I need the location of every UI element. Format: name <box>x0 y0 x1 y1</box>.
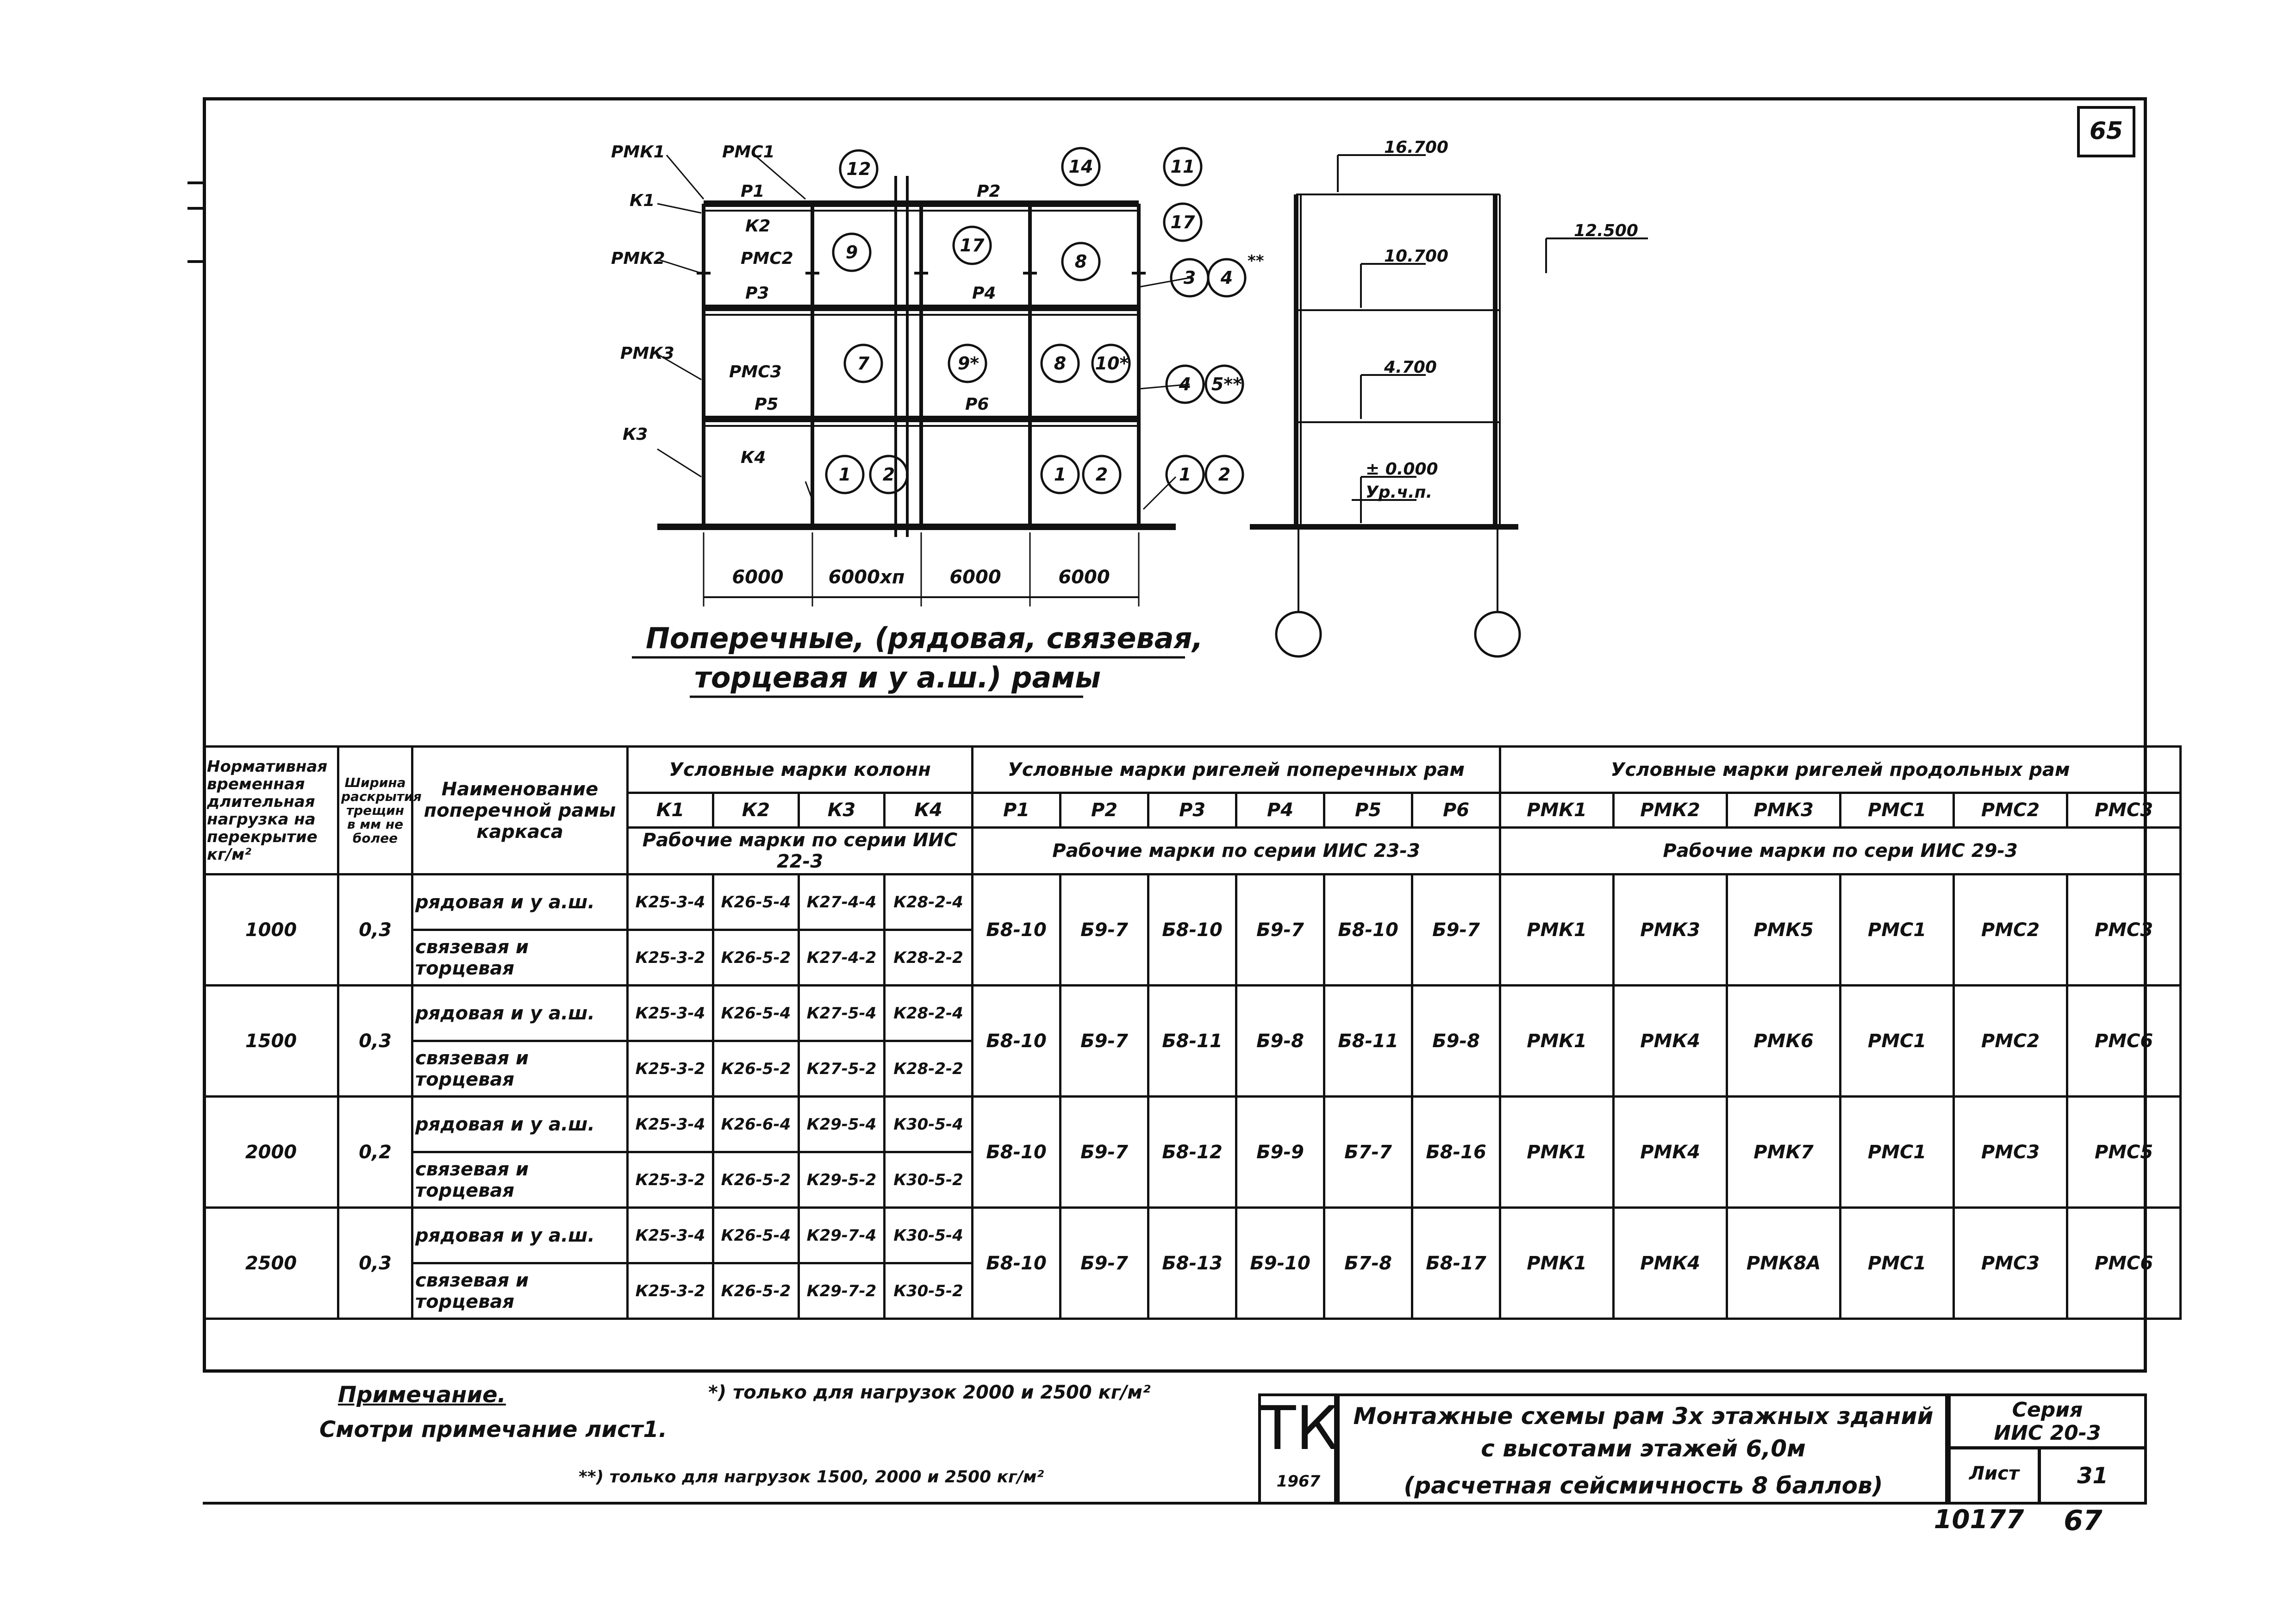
column-mark: К28-2-2 <box>885 1041 973 1097</box>
long-girder-mark: РМК1 <box>1500 1097 1614 1208</box>
label-rmk1: РМК1 <box>611 143 665 162</box>
cross-girder-mark: Б8-10 <box>1324 874 1412 986</box>
table-row <box>204 1208 2181 1263</box>
span-4: 6000 <box>1058 567 1110 588</box>
label-r6: Р6 <box>965 395 989 414</box>
circle-label: 17 <box>1170 212 1195 232</box>
load-value: 2500 <box>204 1208 338 1319</box>
label-rmk2: РМК2 <box>611 249 665 268</box>
cross-girder-mark: Б8-11 <box>1148 986 1236 1097</box>
frame-caption-2: торцевая и у а.ш.) рамы <box>694 661 1101 694</box>
label-r1: Р1 <box>741 182 765 201</box>
circle-label: 17 <box>960 235 985 256</box>
head-name: Наименование поперечной рамы каркаса <box>412 747 628 874</box>
work-cols: Рабочие марки по серии ИИС 22-3 <box>628 828 973 874</box>
column-mark: К30-5-2 <box>885 1152 973 1208</box>
circle-label: 5** <box>1211 374 1242 394</box>
column-mark: К30-5-4 <box>885 1208 973 1263</box>
circle-label: 8 <box>1074 251 1087 272</box>
long-mark-rmk3: РМК3 <box>1727 793 1841 828</box>
long-girder-mark: РМС6 <box>2067 986 2181 1097</box>
label-rmk3: РМК3 <box>620 344 674 363</box>
crack-value: 0,2 <box>338 1097 412 1208</box>
frame-type: рядовая и у а.ш. <box>412 986 628 1041</box>
frame-type: связевая и торцевая <box>412 1263 628 1319</box>
cross-girder-mark: Б8-13 <box>1148 1208 1236 1319</box>
work-cross: Рабочие марки по серии ИИС 23-3 <box>973 828 1500 874</box>
notes-star1: *) только для нагрузок 2000 и 2500 кг/м² <box>708 1382 1151 1403</box>
long-girder-mark: РМК1 <box>1500 986 1614 1097</box>
circle-label: 8 <box>1054 353 1067 374</box>
crack-value: 0,3 <box>338 874 412 986</box>
column-mark: К25-3-4 <box>628 986 713 1041</box>
circle-label: 1 <box>1054 464 1067 485</box>
cross-girder-mark: Б8-11 <box>1324 986 1412 1097</box>
cross-mark-r5: Р5 <box>1324 793 1412 828</box>
span-2: 6000хп <box>828 567 905 588</box>
column-mark: К29-7-2 <box>799 1263 885 1319</box>
col-mark-k3: К3 <box>799 793 885 828</box>
column-mark: К27-4-4 <box>799 874 885 930</box>
column-mark: К25-3-4 <box>628 1097 713 1152</box>
title-line1: Монтажные схемы рам 3х этажных зданий <box>1353 1403 1934 1430</box>
page-number: 67 <box>2064 1505 2103 1537</box>
circle-label: 4 <box>1179 374 1192 394</box>
column-mark: К27-5-2 <box>799 1041 885 1097</box>
cross-girder-mark: Б9-7 <box>1061 986 1148 1097</box>
tk-logo: ТК <box>1259 1393 1339 1463</box>
label-rms3: РМС3 <box>729 362 782 381</box>
star-mark: ** <box>1248 252 1264 270</box>
doc-number: 10177 <box>1934 1505 2024 1535</box>
circle-label: 1 <box>1179 464 1192 485</box>
long-girder-mark: РМС3 <box>2067 874 2181 986</box>
table-row <box>204 1097 2181 1152</box>
circle-label: 9* <box>957 353 980 374</box>
cross-girder-mark: Б8-10 <box>973 986 1061 1097</box>
load-value: 2000 <box>204 1097 338 1208</box>
long-girder-mark: РМС3 <box>1954 1208 2067 1319</box>
long-girder-mark: РМК5 <box>1727 874 1841 986</box>
long-girder-mark: РМК1 <box>1500 874 1614 986</box>
label-rms2: РМС2 <box>741 249 793 268</box>
frame-caption-1: Поперечные, (рядовая, связевая, <box>646 621 1203 655</box>
circle-label: 2 <box>1095 464 1108 485</box>
long-girder-mark: РМК8А <box>1727 1208 1841 1319</box>
load-value: 1000 <box>204 874 338 986</box>
circle-label: 2 <box>1218 464 1231 485</box>
frame-elevation <box>632 148 1245 697</box>
cross-mark-r1: Р1 <box>973 793 1061 828</box>
cross-girder-mark: Б9-7 <box>1061 874 1148 986</box>
column-mark: К28-2-4 <box>885 986 973 1041</box>
long-girder-mark: РМС1 <box>1841 874 1954 986</box>
label-k1: К1 <box>630 191 655 210</box>
title-year: 1967 <box>1276 1472 1321 1491</box>
long-girder-mark: РМК3 <box>1614 874 1727 986</box>
column-mark: К29-5-2 <box>799 1152 885 1208</box>
column-mark: К26-6-4 <box>713 1097 799 1152</box>
cross-girder-mark: Б9-7 <box>1061 1097 1148 1208</box>
circle-label: 10* <box>1095 353 1129 374</box>
crack-value: 0,3 <box>338 1208 412 1319</box>
col-mark-k2: К2 <box>713 793 799 828</box>
level-4700: 4.700 <box>1384 358 1437 377</box>
column-mark: К27-4-2 <box>799 930 885 986</box>
cross-girder-mark: Б9-7 <box>1236 874 1324 986</box>
cross-girder-mark: Б9-7 <box>1061 1208 1148 1319</box>
cross-girder-mark: Б8-10 <box>973 1208 1061 1319</box>
cross-girder-mark: Б8-17 <box>1412 1208 1500 1319</box>
cross-girder-mark: Б9-10 <box>1236 1208 1324 1319</box>
column-mark: К26-5-2 <box>713 930 799 986</box>
long-girder-mark: РМС1 <box>1841 1208 1954 1319</box>
circle-label: 2 <box>882 464 895 485</box>
level-10700: 10.700 <box>1384 247 1448 266</box>
level-12500: 12.500 <box>1574 221 1638 240</box>
column-mark: К25-3-4 <box>628 1208 713 1263</box>
cross-girder-mark: Б8-10 <box>1148 874 1236 986</box>
label-k2: К2 <box>745 217 771 236</box>
column-mark: К27-5-4 <box>799 986 885 1041</box>
long-mark-rms3: РМС3 <box>2067 793 2181 828</box>
col-mark-k1: К1 <box>628 793 713 828</box>
label-r2: Р2 <box>977 182 1001 201</box>
long-girder-mark: РМК1 <box>1500 1208 1614 1319</box>
title-line3: (расчетная сейсмичность 8 баллов) <box>1404 1472 1883 1499</box>
sheet-tag: 65 <box>2089 117 2123 145</box>
column-mark: К30-5-2 <box>885 1263 973 1319</box>
spec-table <box>203 745 2182 1320</box>
frame-type: связевая и торцевая <box>412 1152 628 1208</box>
cross-girder-mark: Б8-10 <box>973 874 1061 986</box>
cross-mark-r6: Р6 <box>1412 793 1500 828</box>
title-line2: с высотами этажей 6,0м <box>1481 1435 1806 1462</box>
label-r3: Р3 <box>745 284 769 303</box>
long-girder-mark: РМК4 <box>1614 986 1727 1097</box>
crack-value: 0,3 <box>338 986 412 1097</box>
cross-girder-mark: Б9-9 <box>1236 1097 1324 1208</box>
span-3: 6000 <box>949 567 1001 588</box>
cross-girder-mark: Б8-10 <box>973 1097 1061 1208</box>
circle-label: 11 <box>1170 156 1195 177</box>
notes-title: Примечание. <box>338 1382 506 1408</box>
column-mark: К26-5-2 <box>713 1152 799 1208</box>
long-girder-mark: РМС5 <box>2067 1097 2181 1208</box>
table-row <box>204 986 2181 1041</box>
long-girder-mark: РМК6 <box>1727 986 1841 1097</box>
column-mark: К29-5-4 <box>799 1097 885 1152</box>
frame-type: рядовая и у а.ш. <box>412 874 628 930</box>
cross-mark-r4: Р4 <box>1236 793 1324 828</box>
load-value: 1500 <box>204 986 338 1097</box>
column-mark: К25-3-4 <box>628 874 713 930</box>
sheet-label: Лист <box>1969 1463 2020 1484</box>
column-mark: К26-5-2 <box>713 1041 799 1097</box>
sheet-number: 31 <box>2077 1463 2108 1489</box>
head-girders-long: Условные марки ригелей продольных рам <box>1500 747 2181 793</box>
label-r5: Р5 <box>755 395 779 414</box>
cross-girder-mark: Б9-7 <box>1412 874 1500 986</box>
circle-label: 9 <box>845 242 858 262</box>
cross-mark-r2: Р2 <box>1061 793 1148 828</box>
long-girder-mark: РМК4 <box>1614 1097 1727 1208</box>
column-mark: К25-3-2 <box>628 1152 713 1208</box>
long-mark-rms2: РМС2 <box>1954 793 2067 828</box>
long-mark-rmk2: РМК2 <box>1614 793 1727 828</box>
series-label: Серия <box>2012 1398 2083 1422</box>
circle-label: 7 <box>857 353 870 374</box>
circle-label: 12 <box>846 159 871 179</box>
column-mark: К28-2-4 <box>885 874 973 930</box>
column-mark: К28-2-2 <box>885 930 973 986</box>
head-crack: Ширина раскрытия трещин в мм не более <box>338 747 412 874</box>
long-girder-mark: РМС2 <box>1954 874 2067 986</box>
long-mark-rmk1: РМК1 <box>1500 793 1614 828</box>
table-row <box>204 874 2181 930</box>
cross-girder-mark: Б9-8 <box>1236 986 1324 1097</box>
cross-girder-mark: Б8-12 <box>1148 1097 1236 1208</box>
frame-type: рядовая и у а.ш. <box>412 1097 628 1152</box>
column-mark: К25-3-2 <box>628 1263 713 1319</box>
long-girder-mark: РМС3 <box>1954 1097 2067 1208</box>
cross-mark-r3: Р3 <box>1148 793 1236 828</box>
column-mark: К30-5-4 <box>885 1097 973 1152</box>
long-girder-mark: РМС1 <box>1841 1097 1954 1208</box>
column-mark: К26-5-2 <box>713 1263 799 1319</box>
long-girder-mark: РМК7 <box>1727 1097 1841 1208</box>
long-girder-mark: РМС6 <box>2067 1208 2181 1319</box>
column-mark: К25-3-2 <box>628 1041 713 1097</box>
head-load: Нормативная временная длительная нагрузка на перекрытие кг/м² <box>204 747 338 874</box>
column-mark: К26-5-4 <box>713 874 799 930</box>
work-long: Рабочие марки по сери ИИС 29-3 <box>1500 828 2181 874</box>
label-r4: Р4 <box>972 284 996 303</box>
cross-girder-mark: Б8-16 <box>1412 1097 1500 1208</box>
cross-girder-mark: Б7-7 <box>1324 1097 1412 1208</box>
circle-label: 14 <box>1068 156 1093 177</box>
circle-label: 3 <box>1183 268 1196 288</box>
span-1: 6000 <box>732 567 784 588</box>
frame-type: связевая и торцевая <box>412 930 628 986</box>
circle-label: 4 <box>1220 268 1233 288</box>
long-girder-mark: РМК4 <box>1614 1208 1727 1319</box>
cross-girder-mark: Б7-8 <box>1324 1208 1412 1319</box>
head-girders-cross: Условные марки ригелей поперечных рам <box>973 747 1500 793</box>
circle-label: 1 <box>838 464 851 485</box>
head-columns: Условные марки колонн <box>628 747 973 793</box>
column-mark: К26-5-4 <box>713 1208 799 1263</box>
column-mark: К26-5-4 <box>713 986 799 1041</box>
notes-star2: **) только для нагрузок 1500, 2000 и 2500 кг/м² <box>579 1468 1044 1487</box>
label-k3: К3 <box>623 425 648 444</box>
long-mark-rms1: РМС1 <box>1841 793 1954 828</box>
label-rms1: РМС1 <box>722 143 775 162</box>
long-girder-mark: РМС1 <box>1841 986 1954 1097</box>
long-girder-mark: РМС2 <box>1954 986 2067 1097</box>
frame-type: рядовая и у а.ш. <box>412 1208 628 1263</box>
level-ground: Ур.ч.п. <box>1366 483 1433 502</box>
label-k4: К4 <box>741 448 766 467</box>
cross-girder-mark: Б9-8 <box>1412 986 1500 1097</box>
notes-line1: Смотри примечание лист1. <box>319 1417 668 1443</box>
column-mark: К29-7-4 <box>799 1208 885 1263</box>
series-value: ИИС 20-3 <box>1994 1421 2101 1445</box>
level-0000: ± 0.000 <box>1366 460 1438 479</box>
frame-type: связевая и торцевая <box>412 1041 628 1097</box>
level-16700: 16.700 <box>1384 138 1448 157</box>
col-mark-k4: К4 <box>885 793 973 828</box>
column-mark: К25-3-2 <box>628 930 713 986</box>
